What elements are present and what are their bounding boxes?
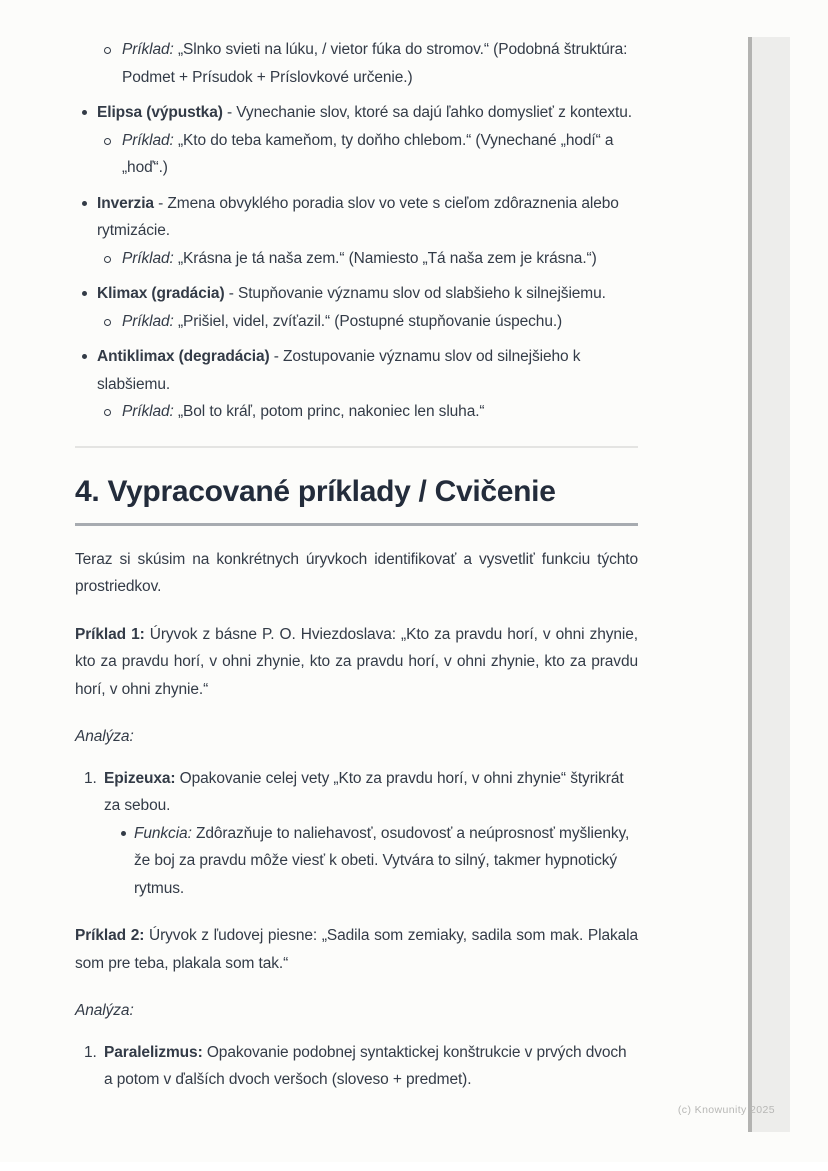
circle-bullet-icon bbox=[104, 319, 111, 326]
text-run: Príklad 2: Úryvok z ľudovej piesne: „Sadila som zemiaky, sadila som mak. Plakala som pre teba, plakala som tak.“ bbox=[75, 927, 638, 972]
section-divider bbox=[75, 446, 638, 448]
paragraph bbox=[75, 922, 638, 977]
circle-bullet-icon bbox=[104, 138, 111, 145]
circle-bullet-icon bbox=[104, 409, 111, 416]
numbered-item bbox=[75, 765, 638, 820]
text-run: Paralelizmus: Opakovanie podobnej syntaktickej konštrukcie v prvých dvoch a potom v ďalších dvoch veršoch (sloveso + predmet). bbox=[104, 1043, 627, 1088]
circle-bullet-icon bbox=[104, 47, 111, 54]
text-run: Teraz si skúsim na konkrétnych úryvkoch identifikovať a vysvetliť funkciu týchto prostriedkov. bbox=[75, 550, 638, 595]
document-content bbox=[75, 0, 638, 1094]
disc-bullet-icon bbox=[121, 831, 126, 836]
text-run: Príklad: „Slnko svieti na lúku, / vietor fúka do stromov.“ (Podobná štruktúra: Podmet + Prísudok + Príslovkové určenie.) bbox=[122, 41, 628, 86]
text-run: Analýza: bbox=[75, 728, 134, 745]
text-run: Klimax (gradácia) - Stupňovanie významu slov od slabšieho k silnejšiemu. bbox=[97, 285, 606, 302]
section-heading: 4. Vypracované príklady / Cvičenie bbox=[75, 474, 638, 526]
sub-bullet-item bbox=[75, 36, 638, 91]
bullet-item bbox=[75, 190, 638, 245]
disc-bullet-icon bbox=[82, 201, 87, 206]
text-run: Príklad: „Krásna je tá naša zem.“ (Namiesto „Tá naša zem je krásna.“) bbox=[122, 249, 597, 267]
text-run: Elipsa (výpustka) - Vynechanie slov, ktoré sa dajú ľahko domyslieť z kontextu. bbox=[97, 104, 632, 121]
sub-bullet-item bbox=[75, 820, 638, 903]
bullet-item bbox=[75, 280, 638, 308]
disc-bullet-icon bbox=[82, 354, 87, 359]
text-run: Príklad: „Kto do teba kameňom, ty doňho chlebom.“ (Vynechané „hodí“ a „hoď“.) bbox=[122, 131, 614, 176]
paragraph bbox=[75, 997, 638, 1025]
scrollbar[interactable] bbox=[748, 37, 790, 1132]
text-run: Príklad 1: Úryvok z básne P. O. Hviezdoslava: „Kto za pravdu horí, v ohni zhynie, kto za pravdu horí, v ohni zhynie, kto za pravdu horí, v ohni zhynie, kto za pravdu horí, v ohni zhynie.“ bbox=[75, 625, 638, 698]
bullet-item bbox=[75, 99, 638, 127]
paragraph bbox=[75, 723, 638, 751]
sub-bullet-item bbox=[75, 127, 638, 182]
text-run: Epizeuxa: Opakovanie celej vety „Kto za pravdu horí, v ohni zhynie“ štyrikrát za sebou. bbox=[104, 769, 624, 814]
text-run: Inverzia - Zmena obvyklého poradia slov vo vete s cieľom zdôraznenia alebo rytmizácie. bbox=[97, 194, 619, 239]
paragraph bbox=[75, 546, 638, 601]
sub-bullet-item bbox=[75, 308, 638, 336]
text-run: Antiklimax (degradácia) - Zostupovanie významu slov od silnejšieho k slabšiemu. bbox=[97, 348, 581, 393]
disc-bullet-icon bbox=[82, 291, 87, 296]
text-run: Príklad: „Prišiel, videl, zvíťazil.“ (Postupné stupňovanie úspechu.) bbox=[122, 312, 563, 330]
list-number: 1. bbox=[84, 769, 97, 787]
numbered-item bbox=[75, 1039, 638, 1094]
paragraph bbox=[75, 621, 638, 704]
sub-bullet-item bbox=[75, 398, 638, 426]
knowunity-watermark: (c) Knowunity 2025 bbox=[677, 1104, 775, 1116]
text-run: Príklad: „Bol to kráľ, potom princ, nakoniec len sluha.“ bbox=[122, 403, 485, 420]
circle-bullet-icon bbox=[104, 256, 111, 263]
disc-bullet-icon bbox=[82, 110, 87, 115]
bullet-item bbox=[75, 343, 638, 398]
text-run: Funkcia: Zdôrazňuje to naliehavosť, osudovosť a neúprosnosť myšlienky, že boj za pravdu môže viesť k obeti. Vytvára to silný, takmer hypnotický rytmus. bbox=[134, 824, 630, 897]
sub-bullet-item bbox=[75, 245, 638, 273]
list-number: 1. bbox=[84, 1043, 97, 1061]
text-run: Analýza: bbox=[75, 1002, 134, 1019]
